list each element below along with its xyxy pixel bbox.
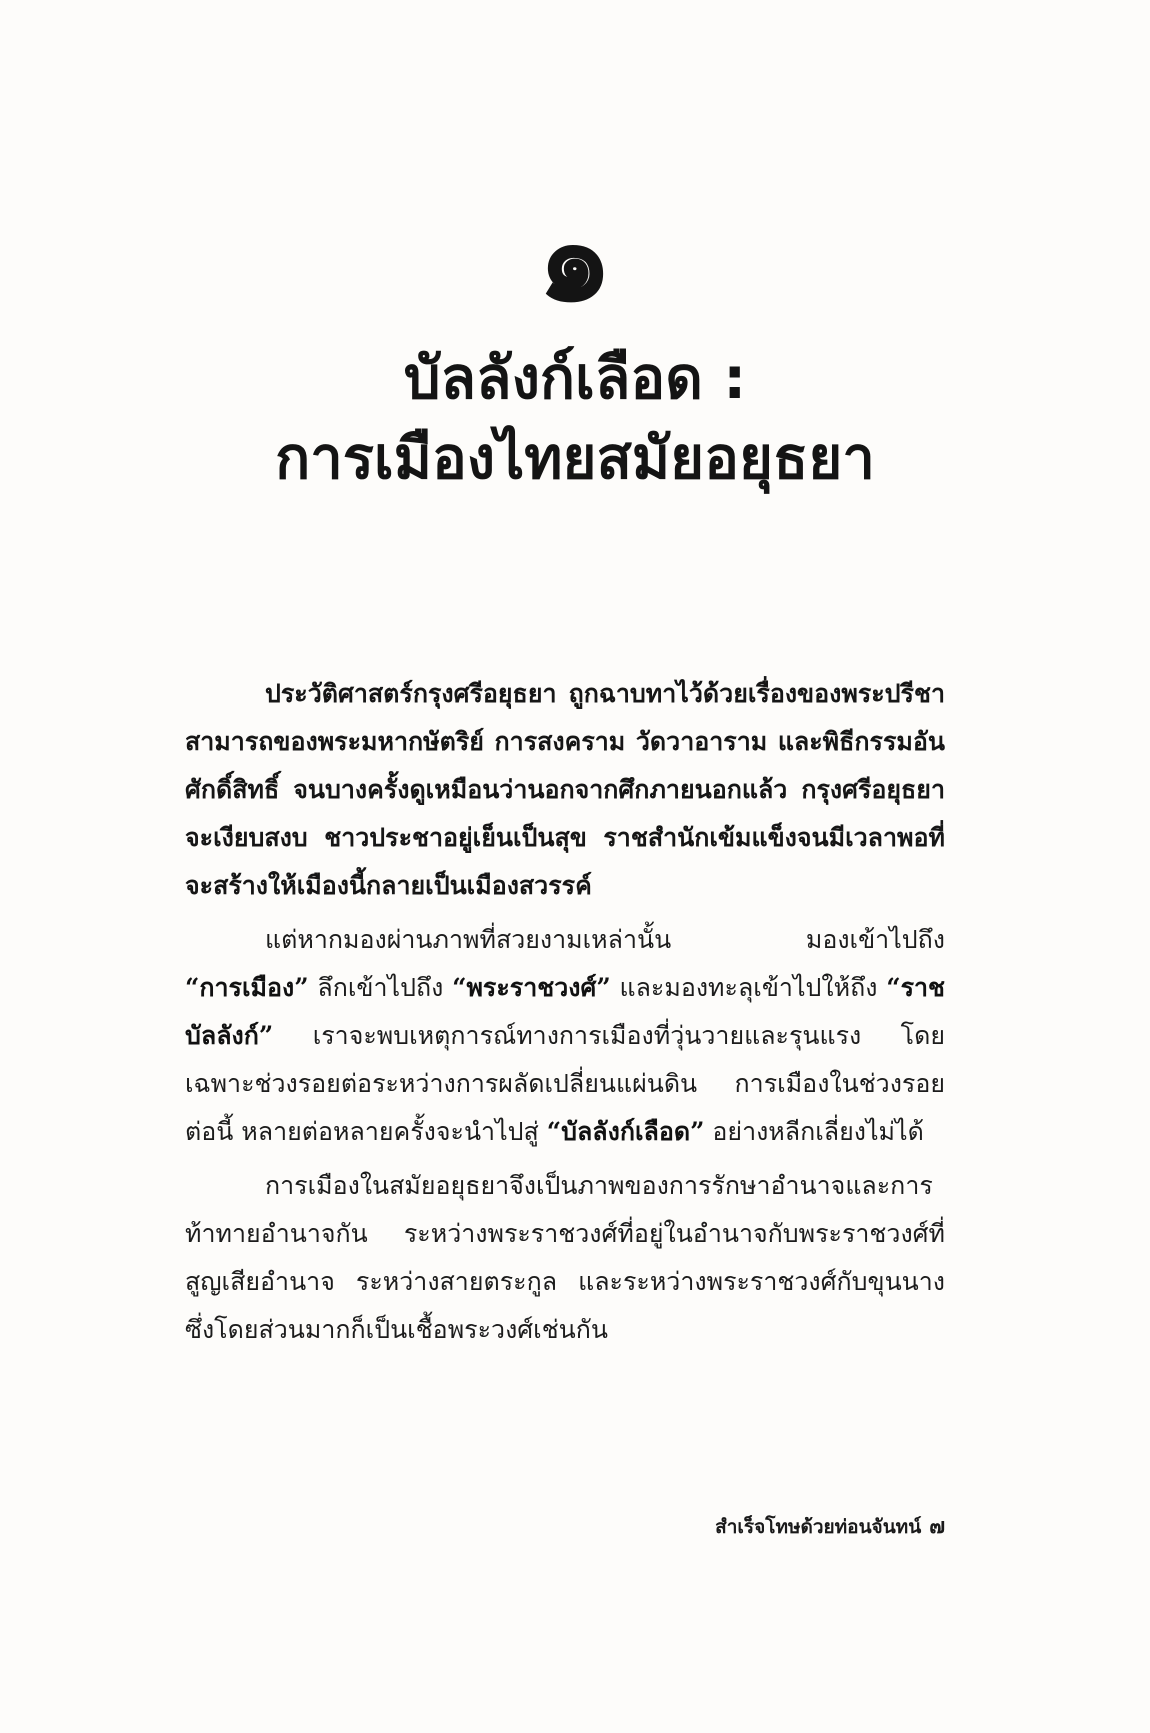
paragraph-2-text-2: ลึกเข้าไปถึง: [308, 973, 453, 1002]
paragraph-3: การเมืองในสมัยอยุธยาจึงเป็นภาพของการรักษาอำนาจและการท้าทายอำนาจกัน ระหว่างพระราชวงศ์ที่อยู่ในอำนาจกับพระราชวงศ์ที่สูญเสียอำนาจ ระหว่างสายตระกูล และระหว่างพระราชวงศ์กับขุนนาง ซึ่งโดยส่วนมากก็เป็นเชื้อพระวงศ์เช่นกัน: [185, 1171, 945, 1344]
paragraph-1: ประวัติศาสตร์กรุงศรีอยุธยา ถูกฉาบทาไว้ด้วยเรื่องของพระปรีชาสามารถของพระมหากษัตริย์ การสงคราม วัดวาอาราม และพิธีกรรมอันศักดิ์สิทธิ์ จนบางครั้งดูเหมือนว่านอกจากศึกภายนอกแล้ว กรุงศรีอยุธยาจะเงียบสงบ ชาวประชาอยู่เย็นเป็นสุข ราชสำนักเข้มแข็งจนมีเวลาพอที่จะสร้างให้เมืองนี้กลายเป็นเมืองสวรรค์: [185, 679, 945, 900]
paragraph-2-text-3: และมองทะลุเข้าไปให้ถึง: [610, 973, 887, 1002]
paragraph-2-text-1: แต่หากมองผ่านภาพที่สวยงามเหล่านั้น มองเข้าไปถึง: [265, 925, 945, 954]
body-text: [185, 670, 945, 1360]
paragraph-2-text-5: อย่างหลีกเลี่ยงไม่ได้: [704, 1117, 924, 1146]
page-number: ๗: [929, 1514, 945, 1538]
page-footer: [715, 1510, 945, 1543]
emphasis-royal-family: “พระราชวงศ์”: [452, 973, 611, 1002]
paragraph-2-text-4: เราจะพบเหตุการณ์ทางการเมืองที่วุ่นวายและรุนแรง โดยเฉพาะช่วงรอยต่อระหว่างการผลัดเปลี่ยนแผ่นดิน การเมืองในช่วงรอยต่อนี้ หลายต่อหลายครั้งจะนำไปสู่: [185, 1021, 945, 1146]
chapter-title: [0, 338, 1150, 498]
chapter-number: ๑: [537, 190, 613, 328]
chapter-title-line-2: การเมืองไทยสมัยอยุธยา: [275, 424, 875, 492]
emphasis-bloody-throne: “บัลลังก์เลือด”: [546, 1117, 705, 1146]
emphasis-politics: “การเมือง”: [185, 973, 309, 1002]
running-title: สำเร็จโทษด้วยท่อนจันทน์: [715, 1516, 922, 1538]
emphasis-throne: “ราชบัลลังก์”: [185, 973, 946, 1050]
paragraph-2: [185, 916, 945, 1156]
chapter-title-line-1: บัลลังก์เลือด :: [403, 344, 747, 412]
